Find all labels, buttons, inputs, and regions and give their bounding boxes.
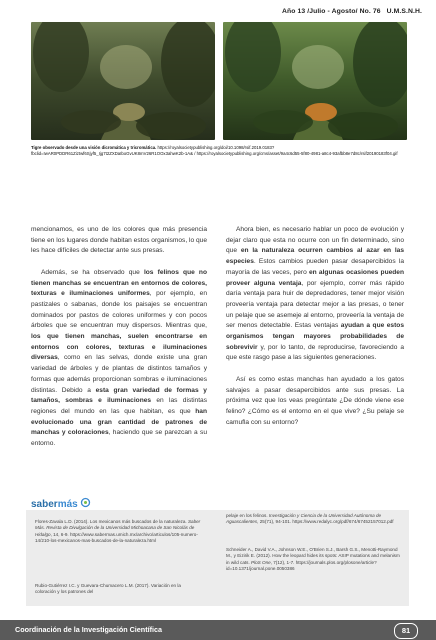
right-p1-bold-1: en la naturaleza ocurren cambios al azar en las especies: [226, 247, 404, 266]
left-paragraph-1: [31, 225, 207, 257]
right-p1-bold-3: ayudan a que estos organismos tengan mayores probabilidades de sobrevivir: [226, 322, 404, 351]
right-p1-text-d: , por ejemplo, correr más rápido daría ventaja para huir de depredadores, tener mejor visión proveería ventaja para detectar mejor a las presas, o tener un pelaje que se asemeje al entorno, proveería la ventaja de ser menos detectable. Estas ventajas: [226, 279, 405, 330]
page-number: 81: [394, 623, 418, 639]
logo-text-mas: más: [57, 499, 78, 510]
right-p1-text-e: y, por lo tanto, de reproducirse, favoreciendo a que este rasgo pase a las siguientes generaciones.: [226, 343, 404, 362]
left-p2-bold-4: han evolucionado una gran cantidad de patrones de manchas y coloraciones: [31, 407, 207, 437]
reference-2-text: Rubio-Gutiérrez I.C. y Guevara-Chumacero L.M. (2017). Variación en la coloración y los patrones del: [35, 583, 181, 595]
left-p2-text-c: , por ejemplo, en pastizales o sabanas, donde los paisajes se encuentran dominados por pastos de colores uniformes y con pocos árboles que se encuentran muy dispersos. Mientras que,: [31, 290, 207, 330]
reference-1-journal: Saber Más. Revista de Divulgación de la Universidad Michoacana de San Nicolás de Hidalgo: [35, 519, 201, 537]
logo-text-saber: saber: [31, 499, 58, 510]
right-paragraph-1: [226, 225, 404, 364]
tiger-trichromatic-image: [223, 22, 407, 140]
left-p2-text-e: en las distintas regiones del mundo en las que habitan, es que: [31, 397, 207, 415]
right-p1-bold-2: en algunas ocasiones pueden proveer alguna ventaja: [226, 268, 404, 287]
left-p2-text-a: Además, se ha observado que: [41, 268, 144, 276]
figure-caption: [31, 145, 411, 157]
right-p1-text-c: . Estos cambios pueden pasar desapercibidos la mayoría de las veces, pero: [226, 258, 404, 276]
left-p2-text-f: , haciendo que se parezcan a su entorno.: [31, 429, 207, 448]
reference-4: [226, 547, 401, 572]
footer-section-title: Coordinación de la Investigación Científica: [15, 625, 162, 634]
reference-1-link: , 14, 6-9. https://www.sabermas.umich.mx/archivo/articulos/105-numero-14/210-los-mexicanos-mas-buscados-de-la-naturaleza.html: [35, 531, 198, 543]
left-p2-bold-2: los que tienen manchas, suelen encontrarse en entornos con colores, texturas e iluminaciones diversas: [31, 333, 207, 362]
reference-4-link: , 7(12), 1-7. https://journals.plos.org/plosone/article?id=10.1371/journal.pone.0050386: [226, 559, 377, 571]
issue-info: Año 13 /Julio - Agosto/ No. 76: [281, 8, 381, 15]
reference-2: [35, 583, 203, 596]
right-column: [226, 225, 404, 439]
left-column: [31, 225, 207, 460]
left-p2-bold-1: los felinos que no tienen manchas se encuentran en entornos de colores, texturas e iluminaciones uniformes: [31, 268, 207, 298]
logo-mark-icon: [80, 497, 91, 508]
references-box: [26, 510, 409, 606]
left-paragraph-2: [31, 268, 207, 450]
publisher-name: U.M.S.N.H.: [386, 8, 422, 15]
reference-4-text-a: Schneider A., David V.A., Johnson W.E., O'Brien S.J., Barsh G.S., Menotti-Raymond M., y Eizirik E. (2012). How the leopard hides its spots: ASIP mutations and melanism in wild cats.: [226, 547, 400, 565]
reference-1: [35, 519, 203, 544]
tiger-dichromatic-image: [31, 22, 215, 140]
reference-3-text-a: pelaje en los felinos.: [226, 513, 269, 518]
reference-3-journal: Investigación y Ciencia de la Universidad Autónoma de Aguascalientes: [226, 513, 382, 525]
reference-3-link: , 25(71), 94-101. https://www.redalyc.org/pdf/674/67452157012.pdf: [257, 519, 394, 525]
page-header: [282, 8, 422, 15]
right-p1-text-a: Ahora bien, es necesario hablar un poco de evolución y dejar claro que esta no ocurre con un fin determinado, sino que: [226, 226, 404, 255]
left-p1-text: mencionamos, es uno de los colores que más presencia tiene en los lugares donde habitan estos organismos, lo que les hace difíciles de detectar ante sus presas.: [31, 226, 207, 255]
caption-title: Tigre observado desde una visión dicromática y tricromática.: [31, 145, 157, 150]
right-paragraph-2: [226, 375, 404, 429]
left-p2-bold-3: esta gran variedad de formas y tamaños, sombras e iluminaciones: [31, 386, 207, 405]
figure-pair: [31, 22, 407, 140]
sabermas-logo: [31, 497, 91, 510]
page-footer: [0, 620, 436, 640]
reference-3: [226, 513, 401, 526]
reference-4-journal: PloS One: [251, 559, 271, 565]
left-p2-text-d: , como en las selvas, donde existe una gran variedad de árboles y de plantas de distintos tamaños y formas que además proporcionan sombras e iluminaciones distintas. Debido a: [31, 354, 207, 394]
reference-1-authors: Flores-Zavala L.D. (2014). Los mexicanos más buscados de la naturaleza.: [35, 519, 188, 524]
caption-links: https://royalsocietypublishing.org/doi/10.1098/rsif.2019.0183?fbclid=IwAR0PDDR61Ziztwf6Sjyf5_Ijg7t2ZXDaIboGvUK8mV26R1OOx3ahwK2b-1A& / https://royalsocietypublishing.org/cms/asset/9a4c6d55-5f80-4981-a8c4-93afbb8e7d8c/rsif20190183f04.gif: [31, 145, 398, 156]
right-p2-text: Así es como estas manchas han ayudado a los gatos salvajes a pasar desapercibidos ante sus presas. La próxima vez que los veas pregúntate ¿De dónde viene ese felino? ¿Cómo es el entorno en el que vive? ¿Su pelaje se camufla con su entorno?: [226, 375, 404, 426]
